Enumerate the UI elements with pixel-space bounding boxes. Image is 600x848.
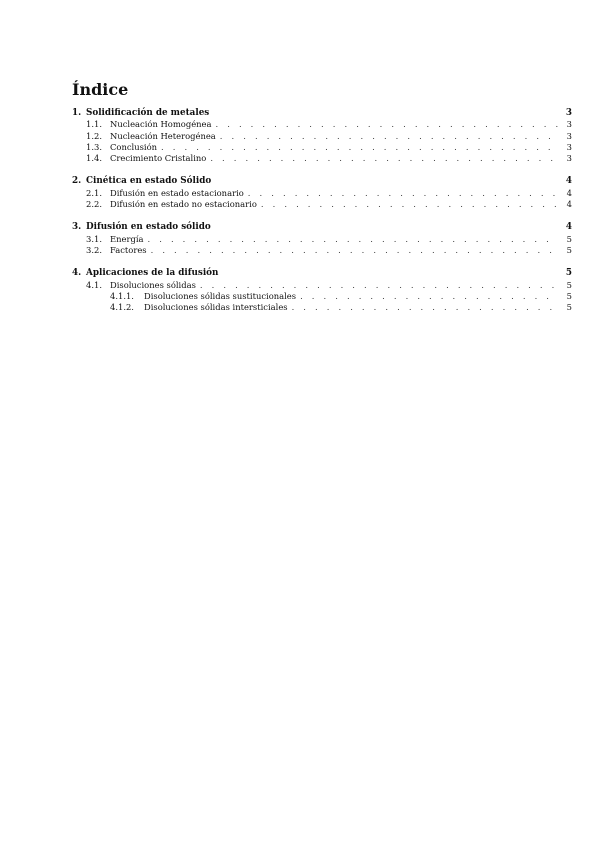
entry-page-number: 5 [566, 233, 572, 244]
chapter-page-number: 5 [565, 268, 572, 279]
toc-section-4 [72, 268, 572, 313]
chapter-number: 1. [72, 108, 82, 118]
entry-number: 2.2. [86, 199, 102, 210]
entry-title: Nucleación Homogénea [110, 119, 212, 130]
dot-leader [300, 291, 558, 302]
subentry-page-number: 5 [566, 290, 572, 301]
toc-entry[interactable] [72, 142, 572, 153]
entry-page-number: 3 [566, 130, 572, 141]
chapter-page-number: 4 [565, 222, 572, 233]
subentry-number: 4.1.2. [110, 302, 134, 313]
entry-number: 3.1. [86, 233, 102, 244]
toc-entry[interactable] [72, 188, 572, 199]
chapter-title: Difusión en estado sólido [86, 222, 211, 233]
dot-leader [248, 188, 558, 199]
toc-entry[interactable] [72, 131, 572, 142]
toc-section-1 [72, 108, 572, 164]
chapter-number: 4. [72, 268, 82, 279]
entry-page-number: 3 [566, 153, 572, 164]
dot-leader [210, 153, 558, 164]
entry-title: Difusión en estado no estacionario [110, 199, 257, 210]
entry-page-number: 4 [566, 187, 572, 198]
entry-title: Nucleación Heterogénea [110, 130, 216, 141]
toc-chapter-entry[interactable] [72, 176, 572, 187]
entry-number: 1.1. [86, 119, 102, 130]
dot-leader [220, 131, 558, 142]
toc-subentry[interactable] [72, 302, 572, 313]
chapter-title: Cinética en estado Sólido [86, 176, 212, 187]
chapter-page-number: 4 [565, 176, 572, 187]
entry-page-number: 5 [566, 244, 572, 255]
chapter-number: 3. [72, 222, 82, 233]
dot-leader [148, 234, 559, 245]
dot-leader [151, 245, 558, 256]
toc-entry[interactable] [72, 245, 572, 256]
toc-chapter-entry[interactable] [72, 222, 572, 233]
toc-entry[interactable] [72, 153, 572, 164]
document-page [72, 0, 572, 848]
dot-leader [200, 280, 558, 291]
entry-page-number: 3 [566, 119, 572, 130]
entry-title: Energía [110, 233, 144, 244]
chapter-number: 2. [72, 176, 82, 187]
chapter-title: Aplicaciones de la difusión [86, 268, 219, 279]
subentry-title: Disoluciones sólidas sustitucionales [144, 290, 297, 301]
toc-subentry[interactable] [72, 291, 572, 302]
table-of-contents [72, 108, 572, 325]
toc-chapter-entry[interactable] [72, 108, 572, 119]
toc-entry[interactable] [72, 199, 572, 210]
entry-number: 1.2. [86, 130, 102, 141]
toc-section-2 [72, 176, 572, 210]
entry-page-number: 3 [566, 141, 572, 152]
toc-chapter-entry[interactable] [72, 268, 572, 279]
chapter-title: Solidificación de metales [86, 108, 210, 118]
entry-title: Disoluciones sólidas [110, 279, 196, 290]
entry-number: 3.2. [86, 244, 102, 255]
subentry-title: Disoluciones sólidas intersticiales [144, 302, 288, 313]
subentry-number: 4.1.1. [110, 290, 134, 301]
dot-leader [161, 142, 558, 153]
toc-section-3 [72, 222, 572, 256]
dot-leader [216, 119, 559, 130]
dot-leader [261, 199, 558, 210]
entry-title: Factores [110, 244, 147, 255]
entry-number: 1.4. [86, 153, 102, 164]
dot-leader [292, 302, 558, 313]
toc-entry[interactable] [72, 119, 572, 130]
entry-number: 2.1. [86, 187, 102, 198]
entry-page-number: 4 [566, 199, 572, 210]
toc-entry[interactable] [72, 280, 572, 291]
entry-page-number: 5 [566, 279, 572, 290]
subentry-page-number: 5 [566, 302, 572, 313]
entry-title: Difusión en estado estacionario [110, 187, 244, 198]
toc-entry[interactable] [72, 234, 572, 245]
entry-title: Crecimiento Cristalino [110, 153, 207, 164]
entry-number: 1.3. [86, 141, 102, 152]
entry-title: Conclusión [110, 141, 158, 152]
toc-title: Índice [72, 80, 129, 99]
chapter-page-number: 3 [565, 108, 572, 118]
entry-number: 4.1. [86, 279, 102, 290]
